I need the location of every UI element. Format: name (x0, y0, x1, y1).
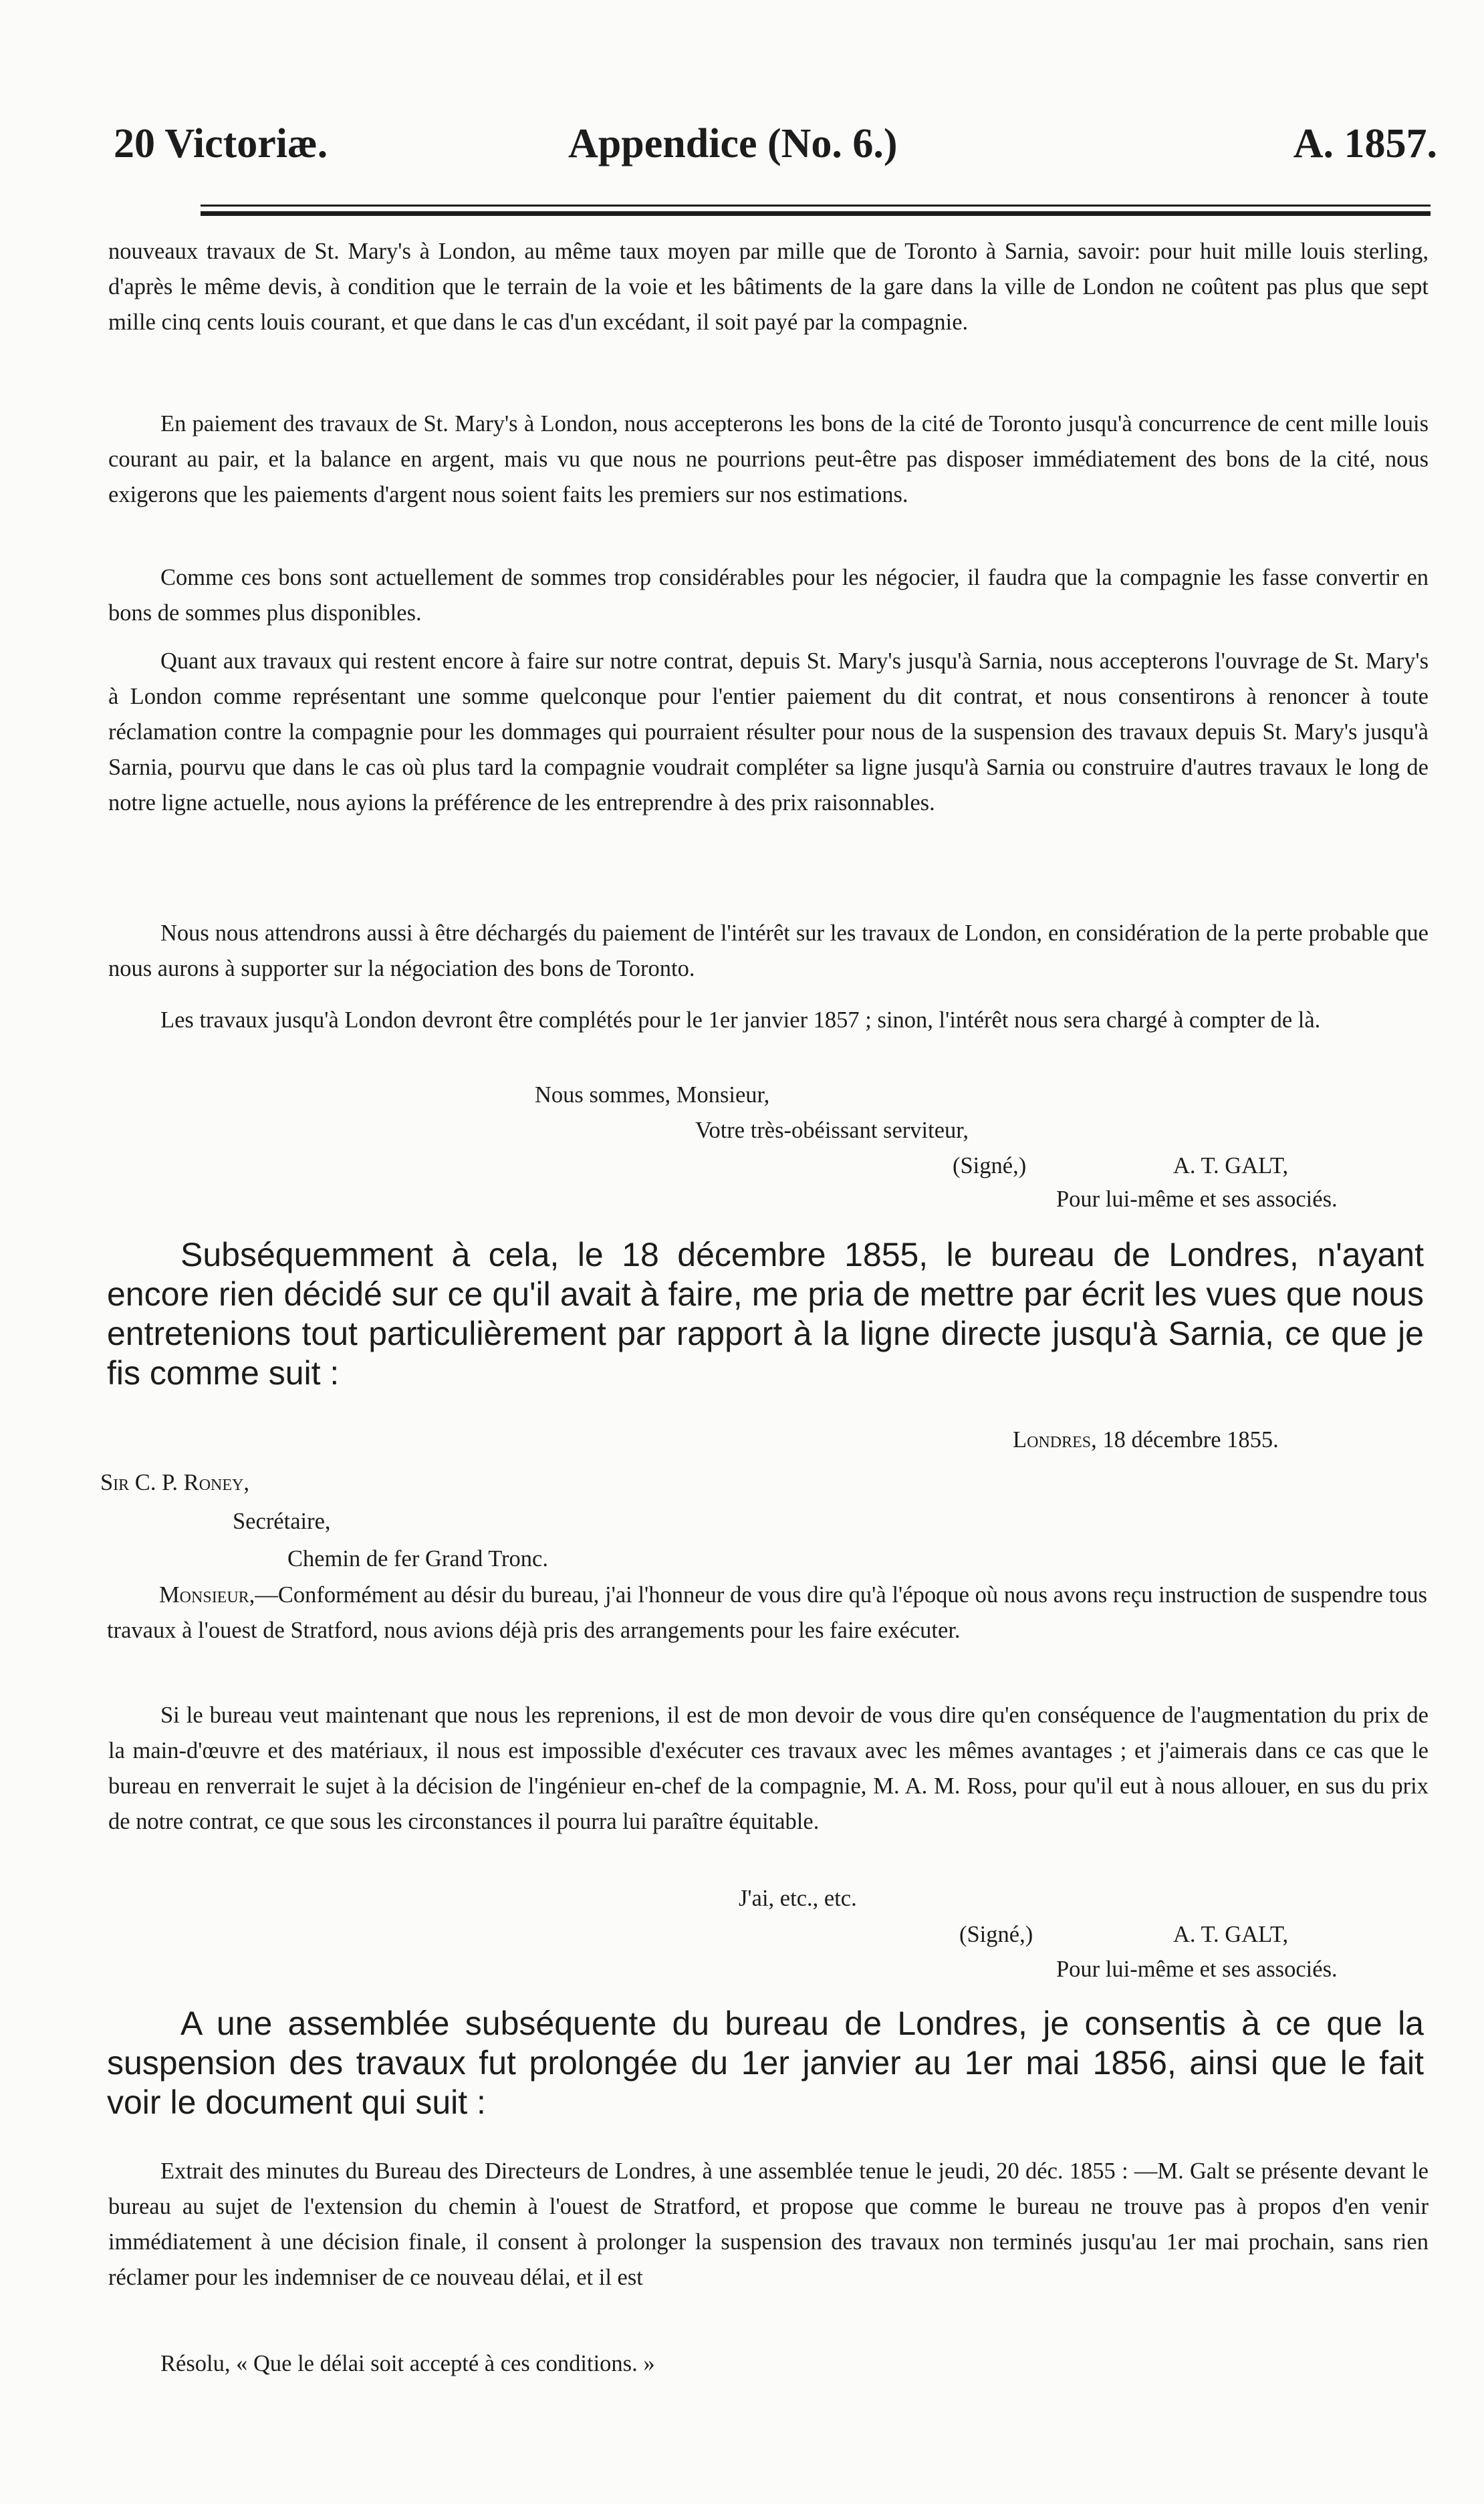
narrative-paragraph-2: A une assemblée subséquente du bureau de Londres, je consentis à ce que la suspension des travaux fut prolongée du 1er janvier au 1er mai 1856, ainsi que le fait voir le document qui suit : (107, 2005, 1424, 2121)
narrative-paragraph-1: Subséquemment à cela, le 18 décembre 1855, le bureau de Londres, n'ayant encore rien décidé sur ce qu'il avait à faire, me pria de mettre par écrit les vues que nous entretenions tout particulièrement par rapport à la ligne directe jusqu'à Sarnia, ce que je fis comme suit : (107, 1236, 1424, 1392)
letter1-closing-2: Votre très-obéissant serviteur, (695, 1118, 969, 1143)
header-year: A. 1857. (1293, 121, 1437, 166)
header-session: 20 Victoriæ. (114, 121, 328, 166)
letter2-paragraph-1-text: —Conformément au désir du bureau, j'ai l'honneur de vous dire qu'à l'époque où nous avons reçu instruction de suspendre tous travaux à l'ouest de Stratford, nous avions déjà pris des arrangements pour les faire exécuter. (107, 1582, 1427, 1643)
addressee-name-text: Sir C. P. Roney, (100, 1470, 249, 1495)
letter2-paragraph-2: Si le bureau veut maintenant que nous les reprenions, il est de mon devoir de vous dire qu'en conséquence de l'augmentation du prix de la main-d'œuvre et des matériaux, il nous est impossible d'exécuter ces travaux avec les mêmes avantages ; et j'aimerais dans ce cas que le bureau en renverrait le sujet à la décision de l'ingénieur en-chef de la compagnie, M. A. M. Ross, pour qu'il eut à nous allouer, en sus du prix de notre contrat, ce que sous les circonstances il pourra lui paraître équitable. (108, 1703, 1429, 1834)
letter2-place: Londres, (1013, 1427, 1097, 1453)
minutes-extract: Extrait des minutes du Bureau des Directeurs de Londres, à une assemblée tenue le jeudi, 20 déc. 1855 : —M. Galt se présente devant le bureau au sujet de l'extension du chemin à l'ouest de Stratford, et propose que comme le bureau ne trouve pas à propos d'en venir immédiatement à une décision finale, il consent à prolonger la suspension des travaux non terminés jusqu'au 1er mai prochain, sans rien réclamer pour les indemniser de ce nouveau délai, et il est (108, 2158, 1429, 2290)
letter1-paragraph-5: Nous nous attendrons aussi à être déchargés du paiement de l'intérêt sur les travaux de London, en considération de la perte probable que nous aurons à supporter sur la négociation des bons de Toronto. (108, 920, 1429, 981)
letter2-dateline (1013, 1422, 1279, 1458)
page-header (107, 114, 1437, 174)
letter2-date: 18 décembre 1855. (1102, 1427, 1279, 1453)
letter2-closing: J'ai, etc., etc. (739, 1886, 857, 1911)
letter2-salutation: Monsieur, (159, 1582, 255, 1608)
letter2-signer: A. T. GALT, (1173, 1922, 1289, 1947)
letter2-addressee-org: Chemin de fer Grand Tronc. (287, 1546, 548, 1572)
letter2-addressee-name (100, 1465, 249, 1501)
letter1-signer-role: Pour lui-même et ses associés. (1056, 1186, 1338, 1212)
letter2-paragraph-1 (107, 1578, 1427, 1648)
letter1-paragraph-1: nouveaux travaux de St. Mary's à London, au même taux moyen par mille que de Toronto à Sarnia, savoir: pour huit mille louis sterling, d'après le même devis, à condition que le terrain de la voie et les bâtiments de la gare dans la ville de London ne coûtent pas plus que sept mille cinq cents louis courant, et que dans le cas d'un excédant, il soit payé par la compagnie. (108, 239, 1429, 335)
minutes-resolution: Résolu, « Que le délai soit accepté à ces conditions. » (160, 2351, 655, 2376)
letter1-signed-mark: (Signé,) (953, 1153, 1027, 1178)
letter1-paragraph-2: En paiement des travaux de St. Mary's à London, nous accepterons les bons de la cité de Toronto jusqu'à concurrence de cent mille louis courant au pair, et la balance en argent, mais vu que nous ne pourrions peut-être pas disposer immédiatement des bons de la cité, nous exigerons que les paiements d'argent nous soient faits les premiers sur nos estimations. (108, 411, 1429, 507)
letter1-closing-1: Nous sommes, Monsieur, (535, 1082, 770, 1108)
letter2-signer-role: Pour lui-même et ses associés. (1056, 1957, 1338, 1982)
header-appendix: Appendice (No. 6.) (568, 121, 898, 166)
header-rule-thin (201, 205, 1431, 207)
letter2-addressee-title: Secrétaire, (233, 1509, 331, 1534)
letter1-paragraph-3: Comme ces bons sont actuellement de sommes trop considérables pour les négocier, il faudra que la compagnie les fasse convertir en bons de sommes plus disponibles. (108, 565, 1429, 626)
letter1-paragraph-4: Quant aux travaux qui restent encore à faire sur notre contrat, depuis St. Mary's jusqu'à Sarnia, nous accepterons l'ouvrage de St. Mary's à London comme représentant une somme quelconque pour l'entier paiement du dit contrat, et nous consentirons à renoncer à toute réclamation contre la compagnie pour les dommages qui pourraient résulter pour nous de la suspension des travaux depuis St. Mary's jusqu'à Sarnia, pourvu que dans le cas où plus tard la compagnie voudrait compléter sa ligne jusqu'à Sarnia ou construire d'autres travaux le long de notre ligne actuelle, nous ayions la préférence de les entreprendre à des prix raisonnables. (108, 648, 1429, 816)
letter1-paragraph-6: Les travaux jusqu'à London devront être complétés pour le 1er janvier 1857 ; sinon, l'intérêt nous sera chargé à compter de là. (160, 1007, 1321, 1033)
header-rule-thick (201, 211, 1431, 216)
letter1-signer: A. T. GALT, (1173, 1153, 1289, 1178)
letter2-signed-mark: (Signé,) (959, 1922, 1033, 1947)
